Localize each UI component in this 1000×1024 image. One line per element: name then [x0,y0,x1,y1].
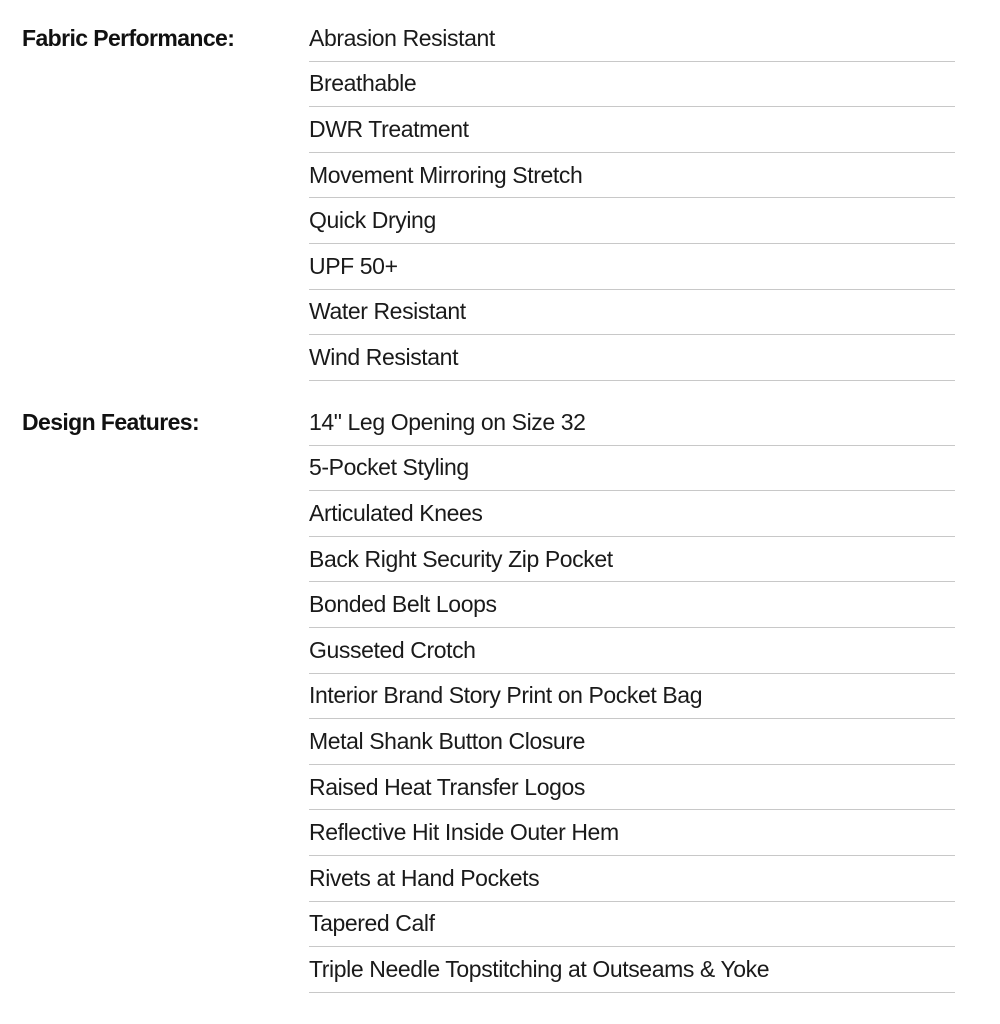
design-features-list [309,400,955,993]
list-item: Back Right Security Zip Pocket [309,537,955,583]
list-item: 14" Leg Opening on Size 32 [309,400,955,446]
list-item: Reflective Hit Inside Outer Hem [309,810,955,856]
section-label: Design Features: [22,409,200,435]
list-item: Water Resistant [309,290,955,336]
list-item: Metal Shank Button Closure [309,719,955,765]
list-item: Raised Heat Transfer Logos [309,765,955,811]
list-item: UPF 50+ [309,244,955,290]
section-label: Fabric Performance: [22,25,235,51]
list-item: Interior Brand Story Print on Pocket Bag [309,674,955,720]
list-item: Rivets at Hand Pockets [309,856,955,902]
list-item: Movement Mirroring Stretch [309,153,955,199]
list-item: Articulated Knees [309,491,955,537]
list-item: 5-Pocket Styling [309,446,955,492]
list-item: Bonded Belt Loops [309,582,955,628]
list-item: Wind Resistant [309,335,955,381]
list-item: Quick Drying [309,198,955,244]
list-item: Breathable [309,62,955,108]
list-item: Gusseted Crotch [309,628,955,674]
fabric-performance-list [309,16,955,381]
list-item: Tapered Calf [309,902,955,948]
list-item: Triple Needle Topstitching at Outseams & Yoke [309,947,955,993]
list-item: DWR Treatment [309,107,955,153]
list-item: Abrasion Resistant [309,16,955,62]
